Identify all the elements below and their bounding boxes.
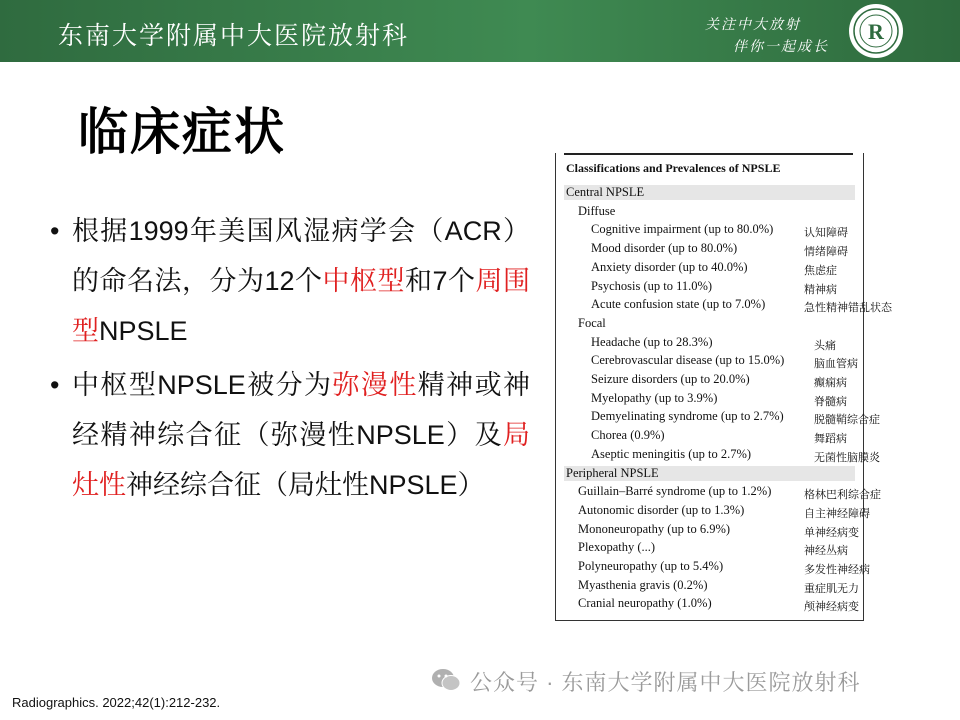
- chinese-annotation: 焦虑症: [804, 263, 837, 277]
- table-row: Chorea (0.9%): [591, 428, 665, 443]
- chinese-annotation: 脑血管病: [814, 357, 858, 371]
- bullet-list: [50, 206, 530, 510]
- table-title: Classifications and Prevalences of NPSLE: [566, 161, 781, 175]
- table-row: Seizure disorders (up to 20.0%): [591, 372, 750, 386]
- slogan-line-1: 关注中大放射: [705, 17, 801, 33]
- header-banner: [0, 0, 960, 62]
- table-subcategory-row: Cranial neuropathy (1.0%): [578, 596, 712, 611]
- bullet-item-2: [50, 360, 530, 510]
- bullet-1-text: 根据1999年美国风湿病学会（ACR）的命名法，分为12个中枢型和7个周围型NPSLE: [72, 216, 531, 346]
- table-subcategory-row: Plexopathy (...): [578, 540, 656, 555]
- logo-letter: R: [868, 19, 884, 44]
- table-subcategory-row: Diffuse: [578, 203, 616, 218]
- hospital-logo-icon: [848, 3, 904, 59]
- table-row: Psychosis (up to 11.0%): [591, 278, 713, 293]
- chinese-annotation: 脊髓病: [814, 394, 847, 408]
- bullet-item-1: [50, 206, 530, 356]
- chinese-annotation: 脱髓鞘综合症: [814, 413, 880, 427]
- chinese-annotation: 急性精神错乱状态: [804, 301, 892, 315]
- table-row: Cerebrovascular disease (up to 15.0%): [591, 353, 785, 368]
- citation-source: Radiographics. 2022;42(1):212-232.: [12, 695, 221, 710]
- table-row: Myelopathy (up to 3.9%): [591, 390, 718, 405]
- table-subcategory-row: Autonomic disorder (up to 1.3%): [578, 502, 745, 517]
- chinese-annotation: 颅神经病变: [804, 600, 859, 614]
- slogan-line-2: 伴你一起成长: [733, 39, 829, 55]
- table-row: Acute confusion state (up to 7.0%): [591, 297, 766, 312]
- slide-heading: 临床症状: [78, 103, 286, 161]
- table-subcategory-row: Focal: [578, 315, 606, 330]
- wechat-icon: [430, 666, 462, 694]
- table-row: Aseptic meningitis (up to 2.7%): [591, 446, 752, 461]
- chinese-annotation: 情绪障碍: [804, 245, 848, 259]
- watermark-text: 公众号 · 东南大学附属中大医院放射科: [470, 670, 861, 695]
- chinese-annotation: 精神病: [804, 282, 837, 296]
- bullet-dot-icon: •: [50, 370, 60, 400]
- bullet-2-text: 中枢型NPSLE被分为弥漫性精神或神经精神综合征（弥漫性NPSLE）及局灶性神经综合征（局灶性NPSLE）: [72, 370, 531, 500]
- chinese-annotation: 舞蹈病: [814, 432, 847, 446]
- chinese-annotation: 单神经病变: [804, 525, 859, 539]
- table-subcategory-row: Polyneuropathy (up to 5.4%): [578, 559, 724, 573]
- table-row: Anxiety disorder (up to 40.0%): [591, 259, 748, 274]
- bullet-dot-icon: •: [50, 216, 60, 246]
- table-row: Cognitive impairment (up to 80.0%): [591, 222, 774, 237]
- table-subcategory-row: Myasthenia gravis (0.2%): [578, 577, 708, 592]
- chinese-annotation: 自主神经障碍: [804, 506, 870, 520]
- table-category-row: Central NPSLE: [564, 185, 855, 200]
- table-row: Headache (up to 28.3%): [591, 334, 713, 349]
- chinese-annotation: 神经丛病: [804, 544, 848, 558]
- table-category-row: Peripheral NPSLE: [564, 466, 855, 481]
- table-subcategory-row: Mononeuropathy (up to 6.9%): [578, 521, 731, 536]
- chinese-annotation: 癫痫病: [814, 376, 847, 389]
- chinese-annotation: 头痛: [814, 338, 836, 352]
- npsle-classification-table: [555, 153, 892, 621]
- table-row: Demyelinating syndrome (up to 2.7%): [591, 409, 784, 424]
- chinese-annotation: 格林巴利综合症: [804, 488, 881, 502]
- chinese-annotation: 无菌性脑膜炎: [814, 450, 880, 464]
- table-row: Mood disorder (up to 80.0%): [591, 241, 738, 256]
- chinese-annotation: 重症肌无力: [804, 581, 859, 595]
- table-top-rule: [564, 153, 853, 155]
- hospital-title: 东南大学附属中大医院放射科: [58, 21, 410, 50]
- chinese-annotation: 多发性神经病: [804, 563, 870, 576]
- table-subcategory-row: Guillain–Barré syndrome (up to 1.2%): [578, 484, 772, 499]
- chinese-annotation: 认知障碍: [804, 226, 848, 240]
